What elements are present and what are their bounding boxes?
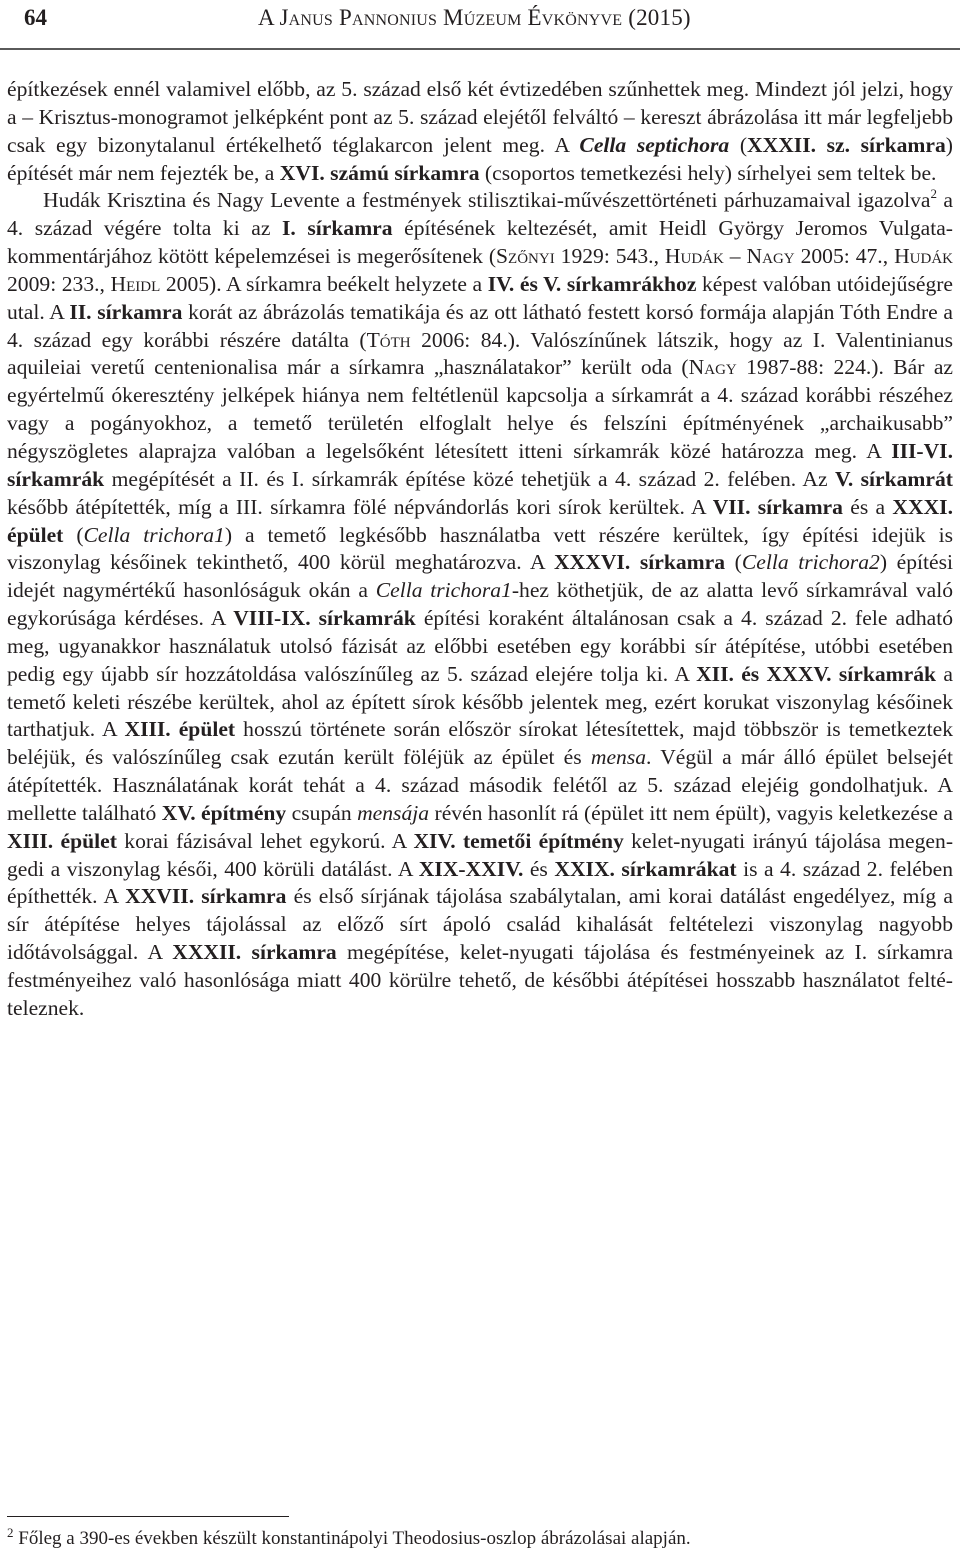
footnote-mark: 2 <box>7 1525 14 1540</box>
body-text <box>7 76 953 1023</box>
header-rule <box>0 48 960 50</box>
footnote-rule <box>7 1516 289 1517</box>
paragraph-1: építkezések ennél valamivel előbb, az 5. század első két évtizedében szűnhettek meg. Mindezt jól jelzi, hogy a – Krisztus-monogramot jelképként pont az 5. század elejétől felváltó – kereszt ábrázolása itt már legfeljebb csak egy bizonytalanul értékelhető téglakarcon jelent meg. A Cella septichora (XXXII. sz. sírkamra) építését már nem fejezték be, a XVI. számú sírkamra (csoportos temetkezési hely) sírhelyei sem teltek be. <box>7 77 953 185</box>
page-number: 64 <box>24 5 47 30</box>
footnote <box>7 1526 953 1552</box>
footnote-text: Főleg a 390-es években készült konstantinápolyi Theodosius-oszlop ábrázolásai alapján. <box>18 1528 691 1549</box>
running-head: A Janus Pannonius Múzeum Évkönyve (2015) <box>258 5 691 30</box>
page-header <box>0 0 960 52</box>
paragraph-2: Hudák Krisztina és Nagy Levente a festmények stilisztikai-művészettörténeti párhuzamaival igazolva$^2$ a 4. század végére tolta ki az I. sírkamra építésének keltezését, amit Heidl György Jeromos Vulgata-kommentárjához kötött képelemzései is megerősítenek (Szőnyi 1929: 543., Hudák – Nagy 2005: 47., Hudák 2009: 233., Heidl 2005). A sírkamra beékelt helyzete a IV. és V. sírkamrákhoz képest valóban utóidejűségre utal. A II. sírkamra korát az ábrázolás tematikája és az ott látható festett korsó formája alapján Tóth Endre a 4. század egy korábbi részére datálta (Tóth 2006: 84.). Valószínűnek látszik, hogy az I. Valentinianus aquileiai veretű centenionalisa már a sírkamra „használatakor” került oda (Nagy 1987-88: 224.). Bár az egyértelmű ókeresztény jelképek hiánya nem feltétlenül kapcsolja a sírkamrát a 4. század korábbi részéhez vagy a pogányokhoz, a temető területén elfoglalt helye és felszíni építményének „archaikusabb” négyszögletes alaprajza valóban a legelsőként létesített itteni sírkamrák közé határozza meg. A III-VI. sírkamrák megépítését a II. és I. sírkamrák építése közé tehetjük a 4. század 2. felében. Az V. sírkamrát később átépítették, míg a III. sírkamra fölé népvándorlás kori sírok kerültek. A VII. sírkamra és a XXXI. épület (Cella trichora1) a temető legkésőbb használatba vett részére kerültek, így építési idejük is viszonylag későinek tekinthető, 400 körül meghatározva. A XXXVI. sírkamra (Cella trichora2) építési idejét nagymértékű hasonlóságuk okán a Cella trichora1-hez köthetjük, de az alatta levő sírkamrával való egykorúsága kérdéses. A VIII-IX. sírkamrák építési koraként általánosan csak a 4. század 2. fele adható meg, ugyanakkor használatuk utolsó fázisát az előbbi esetében egy korábbi sír átépítése, utóbbi esetében pedig egy újabb sír hozzátoldása valószínűleg az 5. század elejére tolja ki. A XII. és XXXV. sírkamrák a temető keleti részébe kerültek, ahol az épített sírok később jelentek meg, ezért korukat viszonylag későinek tarthatjuk. A XIII. épület hosszú története során először sírokat létesítettek, majd többször is temetkeztek beléjük, és valószínűleg csak ezután került föléjük az épület és mensa. Végül a már álló épület belsejét átépítették. Használatának korát tehát a 4. század második felétől az 5. század elejéig gondolhatjuk. A mellette található XV. építmény csupán mensája révén hasonlít rá (épület itt nem épült), vagyis keletkezése a XIII. épület korai fázisával lehet egykorú. A XIV. temetői építmény kelet-nyugati irányú tájolása megengedi a viszonylag késői, 400 körüli datálást. A XIX-XXIV. és XXIX. sírkamrákat is a 4. század 2. felében építhették. A XXVII. sírkamra és első sírjának tájolása szabálytalan, ami korai datálást engedélyez, míg a sír átépítése helyes tájolással az előző sírt ápoló család kihalását feltételezi viszonylag nagyobb időtávolsággal. A XXXII. sírkamra megépítése, kelet-nyugati tájolása és festményeinek az I. sírkamra festményeihez való hasonlósága miatt 400 körülre tehető, de későbbi átépítései hosszabb használatot feltételeznek. <box>7 186 954 1020</box>
